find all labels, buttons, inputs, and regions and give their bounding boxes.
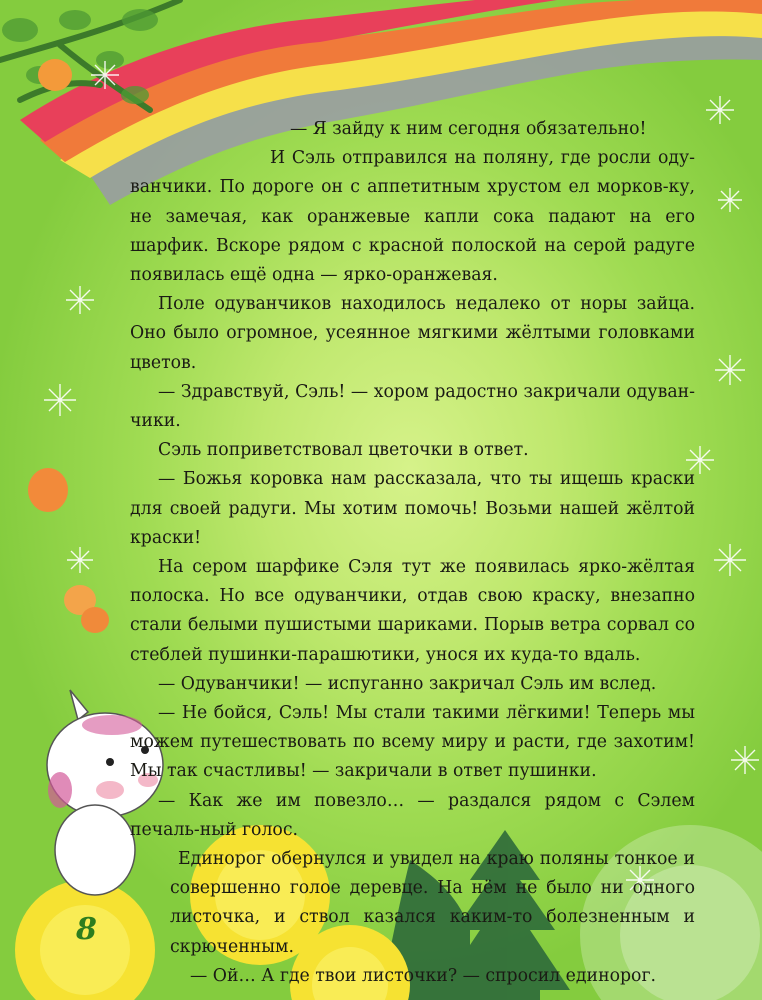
paragraph: На сером шарфике Сэля тут же появилась ярко-жёлтая полоска. Но все одуванчики, отдав свою краску, внезапно стали белыми пушистыми шариками. Порыв ветра сорвал со стеблей пушинки-парашютики, унося их куда-то вдаль. xyxy=(130,557,695,665)
paragraph: — Не бойся, Сэль! Мы стали такими лёгкими! Теперь мы можем путешествовать по всему миру и расти, где захотим! Мы так счастливы! — закричали в ответ пушинки. xyxy=(130,703,695,782)
paragraph: — Ой… А где твои листочки? — спросил единорог. xyxy=(190,965,657,986)
paragraph: Сэль поприветствовал цветочки в ответ. xyxy=(158,440,529,461)
paragraph: Поле одуванчиков находилось недалеко от норы зайца. Оно было огромное, усеянное мягкими жёлтыми головками цветов. xyxy=(130,294,695,373)
paragraph: Единорог обернулся и увидел на краю поляны тонкое и совершенно голое деревце. На нём не было ни одного листочка, и ствол казался каким-то болезненным и скрюченным. xyxy=(170,849,695,957)
story-text xyxy=(130,115,695,991)
paragraph: — Я зайду к ним сегодня обязательно! xyxy=(290,119,647,139)
paragraph: И Сэль отправился на поляну, где росли оду-ванчики. По дороге он с аппетитным хрустом ел морков-ку, не замечая, как оранжевые капли сока падают на его шарфик. Вскоре рядом с красной полоской на серой радуге появилась ещё одна — ярко-оранжевая. xyxy=(130,148,695,286)
paragraph: — Как же им повезло… — раздался рядом с Сэлем печаль-ный голос. xyxy=(130,790,695,840)
paragraph: — Одуванчики! — испуганно закричал Сэль им вслед. xyxy=(158,673,657,694)
paragraph: — Здравствуй, Сэль! — хором радостно закричали одуван-чики. xyxy=(130,381,695,432)
paragraph: — Божья коровка нам рассказала, что ты ищешь краски для своей радуги. Мы хотим помочь! Возьми нашей жёлтой краски! xyxy=(130,469,695,548)
page-number: 8 xyxy=(76,912,97,947)
